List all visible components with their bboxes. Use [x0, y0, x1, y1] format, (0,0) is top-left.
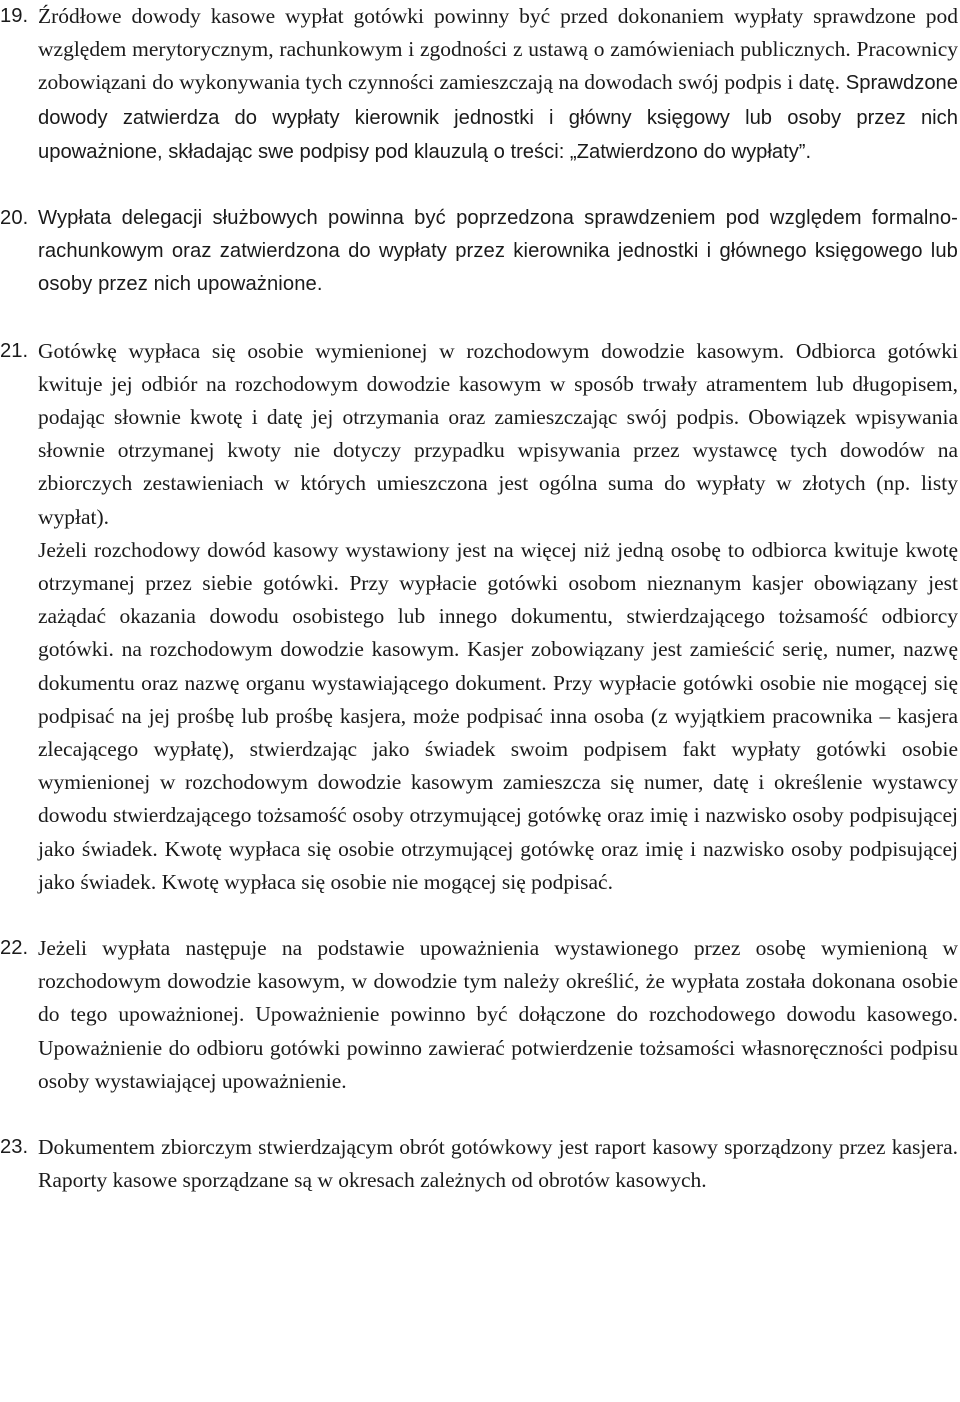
item-number: 20. [0, 207, 29, 230]
list-item-21 [0, 335, 958, 899]
item-text: Dokumentem zbiorczym stwierdzającym obrót gotówkowy jest raport kasowy sporządzony przez kasjera. Raporty kasowe sporządzane są w okresach zależnych od obrotów kasowych. [38, 1135, 958, 1193]
item-text: Jeżeli wypłata następuje na podstawie upoważnienia wystawionego przez osobę wymienioną w rozchodowym dowodzie kasowym, w dowodzie tym należy określić, że wypłata została dokonana osobie do tego upoważnionej. Upoważnienie powinno być dołączone do rozchodowego dowodu kasowego. Upoważnienie do odbioru gotówki powinno zawierać potwierdzenie tożsamości własnoręczności podpisu osoby wystawiającej upoważnienie. [38, 936, 958, 1093]
list-item-20 [0, 202, 958, 302]
item-number: 23. [0, 1136, 29, 1159]
item-paragraph-1: Gotówkę wypłaca się osobie wymienionej w rozchodowym dowodzie kasowym. Odbiorca gotówki kwituje jej odbiór na rozchodowym dowodzie kasowym w sposób trwały atramentem lub długopisem, podając słownie kwotę i datę jej otrzymania oraz zamieszczając swój podpis. Obowiązek wpisywania słownie otrzymanej kwoty nie dotyczy przypadku wpisywania przez wystawcę tych dowodów na zbiorczych zestawieniach w których umieszczona jest ogólna suma do wypłaty w złotych (np. listy wypłat). [38, 338, 958, 529]
item-text [38, 0, 958, 169]
item-paragraph-2: Jeżeli rozchodowy dowód kasowy wystawiony jest na więcej niż jedną osobę to odbiorca kwituje kwotę otrzymanej przez siebie gotówki. Przy wypłacie gotówki osobom nieznanym kasjer obowiązany jest zażądać okazania dowodu osobistego lub innego dokumentu, stwierdzającego tożsamość odbiorcy gotówki. na rozchodowym dowodzie kasowym. Kasjer zobowiązany jest zamieścić serię, numer, nazwę dokumentu oraz nazwę organu wystawiającego dokument. Przy wypłacie gotówki osobie nie mogącej się podpisać na jej prośbę lub prośbę kasjera, może podpisać inna osoba (z wyjątkiem pracownika – kasjera zlecającego wypłatę), stwierdzając jako świadek swoim podpisem fakt wypłaty gotówki osobie wymienionej w rozchodowym dowodzie kasowym zamieszcza się numer, datę i określenie wystawcy dowodu stwierdzającego tożsamość osoby otrzymującej gotówkę oraz imię i nazwisko osoby podpisującej jako świadek. Kwotę wypłaca się osobie otrzymującej gotówkę oraz imię i nazwisko osoby podpisującej jako świadek. Kwotę wypłaca się osobie nie mogącej się podpisać. [38, 537, 958, 894]
item-text: Wypłata delegacji służbowych powinna być poprzedzona sprawdzeniem pod względem formalno-rachunkowym oraz zatwierdzona do wypłaty przez kierownika jednostki i głównego księgowego lub osoby przez nich upoważnione. [38, 207, 958, 296]
list-item-19 [0, 0, 958, 169]
item-number: 19. [0, 5, 29, 27]
list-item-22 [0, 932, 958, 1098]
item-number: 22. [0, 937, 29, 960]
list-item-23 [0, 1131, 958, 1197]
item-text-sans: Sprawdzone dowody zatwierdza do wypłaty kierownik jednostki i główny księgowy lub osoby przez nich upoważnione, składając swe podpisy pod klauzulą o treści: „Zatwierdzono do wypłaty”. [38, 72, 958, 163]
item-text-serif: Źródłowe dowody kasowe wypłat gotówki powinny być przed dokonaniem wypłaty sprawdzone pod względem merytorycznym, rachunkowym i zgodności z ustawą o zamówieniach publicznych. Pracownicy zobowiązani do wykonywania tych czynności zamieszczają na dowodach swój podpis i datę. [38, 4, 958, 95]
item-number: 21. [0, 339, 29, 362]
